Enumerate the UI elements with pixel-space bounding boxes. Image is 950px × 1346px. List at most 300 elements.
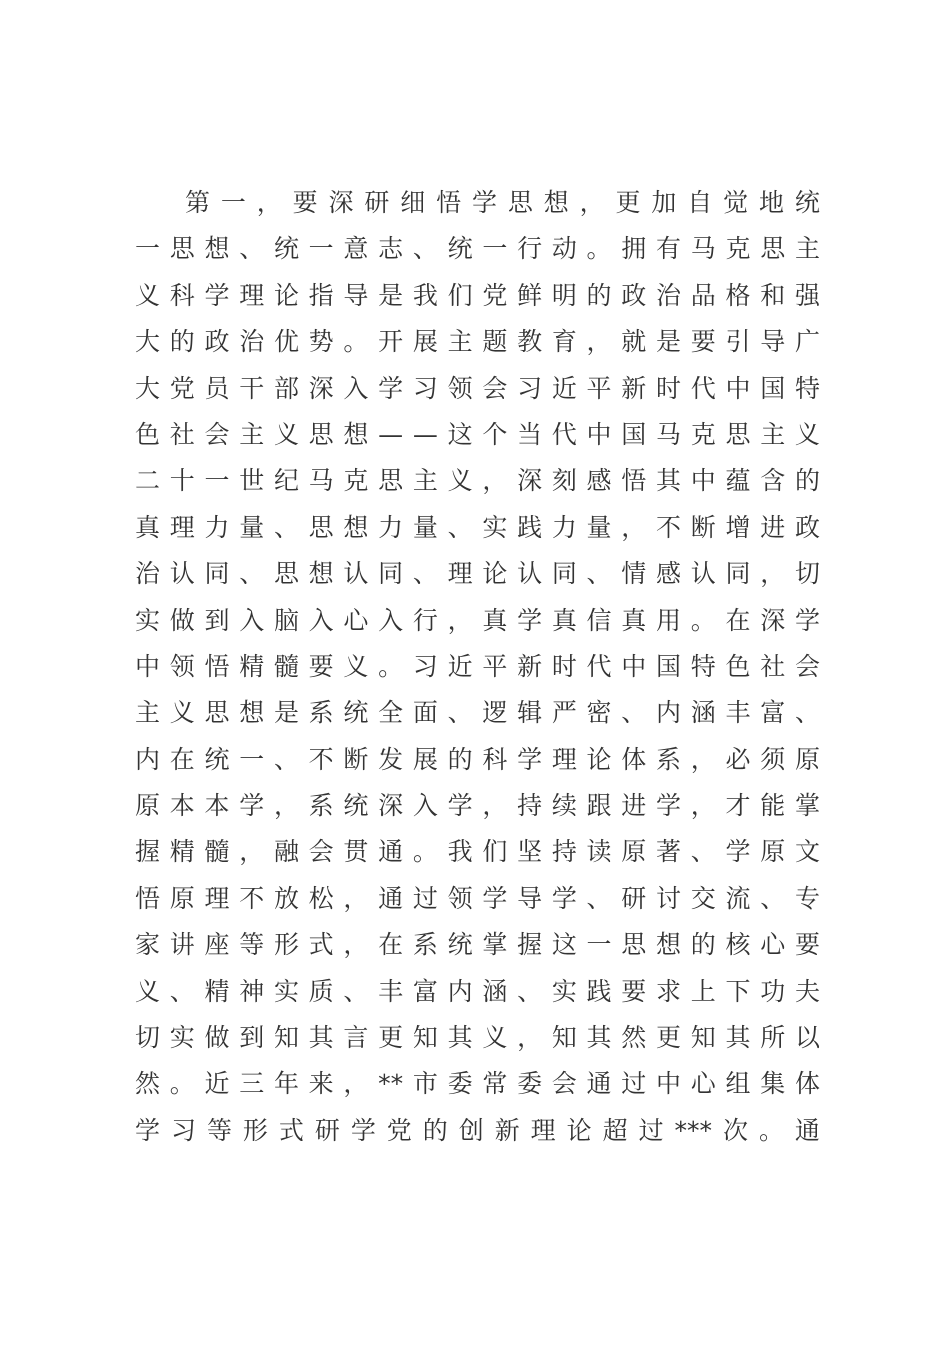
text-char: 近 [204, 1069, 230, 1099]
text-char: 家 [135, 930, 161, 960]
text-char: 纪 [273, 466, 299, 496]
text-line [135, 829, 820, 875]
text-char: 三 [239, 1069, 265, 1099]
text-char: 掌 [482, 930, 508, 960]
text-char: 。 [586, 234, 612, 264]
text-char: 丰 [725, 698, 751, 728]
text-char: 在 [725, 605, 751, 635]
text-line [135, 1015, 820, 1061]
text-char: 原 [135, 791, 161, 821]
text-char: 超 [602, 1115, 628, 1145]
text-char: 主 [760, 419, 786, 449]
text-char: 含 [760, 466, 786, 496]
text-line [135, 180, 820, 226]
text-char: 一 [482, 234, 508, 264]
text-char: 、 [517, 976, 543, 1006]
text-char: 意 [343, 234, 369, 264]
text-char: 通 [378, 883, 404, 913]
text-char: 更 [378, 1023, 404, 1053]
text-char: 马 [308, 466, 334, 496]
text-char: 神 [239, 976, 265, 1006]
text-char: ， [482, 791, 508, 821]
text-char: 、 [239, 559, 265, 589]
text-char: ， [690, 791, 716, 821]
text-char: 。 [690, 605, 716, 635]
text-char: 在 [169, 744, 195, 774]
text-char: 党 [386, 1115, 412, 1145]
text-char: 涵 [690, 698, 716, 728]
text-char: 能 [760, 791, 786, 821]
text-char: — [378, 419, 404, 449]
text-char: 市 [412, 1069, 438, 1099]
text-char: 、 [412, 234, 438, 264]
text-char: 思 [621, 930, 647, 960]
text-char: 当 [517, 419, 543, 449]
text-char: 大 [135, 327, 161, 357]
text-char: 党 [482, 280, 508, 310]
text-char: 义 [794, 419, 820, 449]
text-char: 的 [586, 280, 612, 310]
text-char: ， [760, 559, 786, 589]
text-char: 十 [169, 466, 195, 496]
text-char: ， [621, 512, 647, 542]
text-char: 中 [725, 373, 751, 403]
text-char: 学 [725, 837, 751, 867]
text-char: 其 [656, 466, 682, 496]
text-char: 治 [656, 280, 682, 310]
text-char: 、 [412, 559, 438, 589]
text-char: 学 [517, 605, 543, 635]
text-char: 核 [725, 930, 751, 960]
text-char: 干 [239, 373, 265, 403]
text-char: 知 [273, 1023, 299, 1053]
text-char: 义 [447, 466, 473, 496]
text-line [135, 551, 820, 597]
text-char: 常 [482, 1069, 508, 1099]
text-char: 特 [794, 373, 820, 403]
text-char: 导 [517, 883, 543, 913]
text-char: 学 [378, 373, 404, 403]
text-char: ， [343, 930, 369, 960]
text-char: 同 [551, 559, 577, 589]
text-char: 内 [447, 976, 473, 1006]
text-char: 精 [204, 976, 230, 1006]
text-char: 。 [378, 651, 404, 681]
text-char: 一 [586, 930, 612, 960]
text-char: 一 [204, 466, 230, 496]
text-char: 践 [517, 512, 543, 542]
text-char: 逻 [482, 698, 508, 728]
text-char: 时 [551, 651, 577, 681]
text-char: 马 [690, 234, 716, 264]
text-char: 更 [656, 1023, 682, 1053]
text-char: 会 [551, 1069, 577, 1099]
text-char: 大 [135, 373, 161, 403]
text-char: 展 [412, 327, 438, 357]
text-char: 面 [412, 698, 438, 728]
text-char: 学 [472, 188, 498, 217]
text-char: 自 [687, 188, 713, 217]
text-char: 思 [507, 188, 533, 217]
text-char: 断 [343, 744, 369, 774]
text-char: 强 [794, 280, 820, 310]
text-char: 特 [690, 651, 716, 681]
text-char: 同 [725, 559, 751, 589]
text-char: 内 [135, 744, 161, 774]
text-char: 松 [308, 883, 334, 913]
text-char: 量 [586, 512, 612, 542]
text-char: 实 [135, 605, 161, 635]
text-char: 和 [760, 280, 786, 310]
text-char: 做 [169, 605, 195, 635]
text-char: 社 [169, 419, 195, 449]
text-char: 同 [378, 559, 404, 589]
text-char: 体 [621, 744, 647, 774]
text-char: 的 [447, 744, 473, 774]
text-char: 富 [760, 698, 786, 728]
text-char: 思 [378, 466, 404, 496]
text-line [135, 969, 820, 1015]
text-char: 部 [273, 373, 299, 403]
text-char: 指 [308, 280, 334, 310]
text-char: 辑 [517, 698, 543, 728]
text-char: 实 [482, 512, 508, 542]
text-char: 们 [447, 280, 473, 310]
text-char: 是 [378, 280, 404, 310]
text-char: 优 [273, 327, 299, 357]
text-char: 刻 [551, 466, 577, 496]
text-char: 切 [135, 1023, 161, 1053]
text-char: 中 [135, 651, 161, 681]
text-char: 理 [204, 883, 230, 913]
text-char: 、 [586, 883, 612, 913]
text-char: 一 [220, 188, 246, 217]
text-char: 通 [378, 837, 404, 867]
text-char: 学 [239, 791, 265, 821]
text-char: 政 [204, 327, 230, 357]
text-char: 要 [292, 188, 318, 217]
text-char: 平 [586, 373, 612, 403]
text-char: 克 [725, 234, 751, 264]
text-char: 入 [412, 791, 438, 821]
text-char: 是 [273, 698, 299, 728]
text-char: 学 [135, 1115, 161, 1145]
text-char: ， [343, 1069, 369, 1099]
text-char: 学 [517, 744, 543, 774]
text-char: 通 [586, 1069, 612, 1099]
text-char: 丰 [378, 976, 404, 1006]
text-char: 动 [551, 234, 577, 264]
text-char: 集 [760, 1069, 786, 1099]
text-char: ， [447, 605, 473, 635]
text-char: 想 [343, 512, 369, 542]
text-char: 想 [343, 419, 369, 449]
text-char: 领 [447, 883, 473, 913]
text-char: 领 [447, 373, 473, 403]
text-char: 的 [794, 466, 820, 496]
text-char: 同 [204, 559, 230, 589]
text-char: 品 [690, 280, 716, 310]
text-char: 交 [690, 883, 716, 913]
text-char: 、 [586, 559, 612, 589]
text-char: 流 [725, 883, 751, 913]
text-char: 以 [794, 1023, 820, 1053]
text-line [135, 226, 820, 272]
text-char: 涵 [482, 976, 508, 1006]
text-char: 思 [204, 698, 230, 728]
text-char: 二 [135, 466, 161, 496]
text-char: 原 [169, 883, 195, 913]
text-char: 信 [586, 605, 612, 635]
text-char: 学 [350, 1115, 376, 1145]
text-char: 续 [551, 791, 577, 821]
text-char: 心 [343, 605, 369, 635]
text-line [135, 922, 820, 968]
text-char: 来 [308, 1069, 334, 1099]
text-char: 理 [447, 559, 473, 589]
text-char: 握 [135, 837, 161, 867]
text-char: — [412, 419, 438, 449]
text-char: 会 [482, 373, 508, 403]
text-char: 义 [273, 419, 299, 449]
text-char: 、 [690, 837, 716, 867]
text-line [135, 737, 820, 783]
text-char: 展 [412, 744, 438, 774]
text-char: 量 [239, 512, 265, 542]
text-char: 会 [204, 419, 230, 449]
text-char: 量 [412, 512, 438, 542]
text-char: 代 [690, 373, 716, 403]
text-char: 跟 [586, 791, 612, 821]
text-char: 论 [482, 559, 508, 589]
text-char: 国 [621, 419, 647, 449]
text-char: 过 [638, 1115, 664, 1145]
text-char: 义 [482, 1023, 508, 1053]
text-char: 近 [551, 373, 577, 403]
text-char: 用 [656, 605, 682, 635]
text-char: 论 [566, 1115, 592, 1145]
text-char: 学 [482, 883, 508, 913]
text-char: 义 [343, 651, 369, 681]
text-char: 深 [517, 466, 543, 496]
text-char: 悟 [436, 188, 462, 217]
text-char: 入 [239, 605, 265, 635]
text-char: ** [378, 1069, 404, 1099]
text-char: 新 [494, 1115, 520, 1145]
text-char: ， [517, 1023, 543, 1053]
text-char: 持 [517, 791, 543, 821]
text-char: 这 [551, 930, 577, 960]
text-char: 。 [343, 327, 369, 357]
text-char: 研 [621, 883, 647, 913]
text-line [135, 273, 820, 319]
text-char: 过 [412, 883, 438, 913]
text-char: 真 [621, 605, 647, 635]
text-char: 题 [482, 327, 508, 357]
text-char: 等 [239, 930, 265, 960]
text-char: 断 [690, 512, 716, 542]
text-char: 悟 [621, 466, 647, 496]
text-char: 科 [169, 280, 195, 310]
text-char: 我 [412, 280, 438, 310]
text-char: 研 [314, 1115, 340, 1145]
text-char: 深 [308, 373, 334, 403]
text-char: 式 [278, 1115, 304, 1145]
text-char: 践 [586, 976, 612, 1006]
text-char: 志 [378, 234, 404, 264]
text-char: 会 [308, 837, 334, 867]
text-char: 主 [794, 234, 820, 264]
text-char: 有 [656, 234, 682, 264]
text-char: 等 [206, 1115, 232, 1145]
text-line [135, 319, 820, 365]
text-char: 觉 [723, 188, 749, 217]
text-char: 思 [273, 559, 299, 589]
text-char: 就 [621, 327, 647, 357]
text-char: 不 [308, 744, 334, 774]
text-char: 系 [308, 698, 334, 728]
text-char: 鲜 [517, 280, 543, 310]
text-char: 导 [343, 280, 369, 310]
text-char: ， [690, 744, 716, 774]
text-line [135, 366, 820, 412]
text-char: 、 [273, 744, 299, 774]
text-char: 真 [482, 605, 508, 635]
text-char: 、 [447, 698, 473, 728]
text-char: 、 [239, 234, 265, 264]
text-char: 想 [204, 234, 230, 264]
text-char: 一 [308, 234, 334, 264]
text-char: 色 [725, 651, 751, 681]
text-char: 学 [794, 605, 820, 635]
text-char: 掌 [794, 791, 820, 821]
text-char: 悟 [204, 651, 230, 681]
text-char: 到 [204, 605, 230, 635]
text-line [135, 458, 820, 504]
text-char: 求 [656, 976, 682, 1006]
text-char: 科 [482, 744, 508, 774]
text-char: 的 [690, 930, 716, 960]
text-char: 形 [242, 1115, 268, 1145]
text-char: 势 [308, 327, 334, 357]
text-char: 导 [760, 327, 786, 357]
text-char: 开 [378, 327, 404, 357]
text-line [135, 783, 820, 829]
text-char: 我 [447, 837, 473, 867]
text-char: 增 [725, 512, 751, 542]
text-char: 、 [343, 976, 369, 1006]
text-char: 、 [447, 512, 473, 542]
text-char: 次 [722, 1115, 748, 1145]
text-char: 习 [412, 651, 438, 681]
text-char: 义 [135, 280, 161, 310]
text-char: 握 [517, 930, 543, 960]
text-line [135, 690, 820, 736]
text-char: 夫 [794, 976, 820, 1006]
text-char: 一 [239, 744, 265, 774]
text-char: 心 [690, 1069, 716, 1099]
text-char: 这 [447, 419, 473, 449]
text-char: 融 [273, 837, 299, 867]
text-char: 想 [543, 188, 569, 217]
text-char: 的 [422, 1115, 448, 1145]
text-char: 入 [308, 605, 334, 635]
text-char: 克 [690, 419, 716, 449]
text-char: 主 [447, 327, 473, 357]
text-char: 讨 [656, 883, 682, 913]
text-char: ， [256, 188, 282, 217]
text-char: 、 [794, 698, 820, 728]
text-char: 色 [135, 419, 161, 449]
text-char: 学 [551, 883, 577, 913]
text-char: 贯 [343, 837, 369, 867]
text-char: 想 [656, 930, 682, 960]
text-char: 情 [621, 559, 647, 589]
text-char: 蕴 [725, 466, 751, 496]
text-char: 引 [725, 327, 751, 357]
text-char: 坚 [517, 837, 543, 867]
text-char: 世 [239, 466, 265, 496]
text-char: 文 [794, 837, 820, 867]
text-char: 悟 [135, 883, 161, 913]
text-char: 精 [169, 837, 195, 867]
text-char: 统 [343, 791, 369, 821]
text-char: 代 [586, 651, 612, 681]
text-char: 言 [343, 1023, 369, 1053]
text-char: 感 [656, 559, 682, 589]
text-line [135, 598, 820, 644]
text-char: 主 [412, 466, 438, 496]
text-char: 下 [725, 976, 751, 1006]
text-char: 发 [378, 744, 404, 774]
text-char: 力 [378, 512, 404, 542]
text-char: 党 [169, 373, 195, 403]
text-char: 体 [794, 1069, 820, 1099]
text-char: 行 [517, 234, 543, 264]
text-char: 富 [412, 976, 438, 1006]
text-char: 深 [328, 188, 354, 217]
text-char: 、 [760, 883, 786, 913]
text-char: 新 [517, 651, 543, 681]
text-char: 读 [586, 837, 612, 867]
text-char: 义 [135, 976, 161, 1006]
text-char: 中 [690, 466, 716, 496]
text-char: 质 [308, 976, 334, 1006]
text-char: 系 [412, 930, 438, 960]
text-char: 学 [447, 791, 473, 821]
text-char: 拥 [621, 234, 647, 264]
text-char: 教 [517, 327, 543, 357]
text-char: 组 [725, 1069, 751, 1099]
text-char: 政 [794, 512, 820, 542]
text-char: 要 [794, 930, 820, 960]
text-char: 严 [551, 698, 577, 728]
text-char: 形 [273, 930, 299, 960]
text-char: 地 [759, 188, 785, 217]
text-char: 不 [239, 883, 265, 913]
text-char: 认 [169, 559, 195, 589]
text-char: 学 [204, 280, 230, 310]
text-char: 要 [308, 651, 334, 681]
text-char: 精 [239, 651, 265, 681]
text-char: 的 [169, 327, 195, 357]
text-char: 原 [760, 837, 786, 867]
text-char: 一 [135, 234, 161, 264]
text-char: 统 [204, 744, 230, 774]
text-char: ， [586, 327, 612, 357]
text-char: 员 [204, 373, 230, 403]
text-char: 统 [447, 930, 473, 960]
